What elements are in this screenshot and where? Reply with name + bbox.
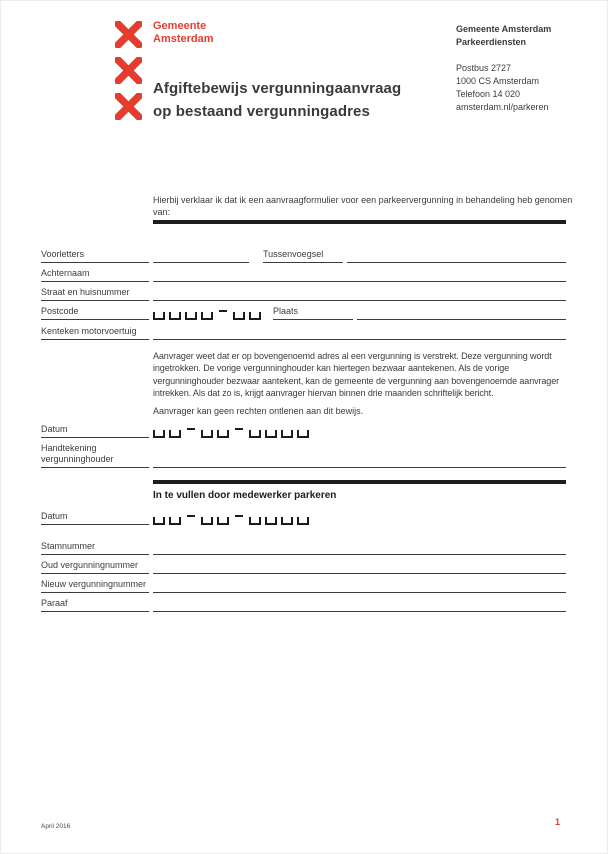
sender-website: amsterdam.nl/parkeren [456, 102, 549, 112]
voorletters-label: Voorletters [41, 249, 149, 263]
handtekening-row [41, 442, 566, 468]
write-box [169, 312, 181, 320]
footer-date: April 2016 [41, 823, 71, 830]
plaats-input-line[interactable] [357, 318, 566, 320]
intro-text: Hierbij verklaar ik dat ik een aanvraagformulier voor een parkeervergunning in behandeling heb genomen van: [153, 195, 573, 217]
paraaf-label: Paraaf [41, 598, 149, 612]
andreas-cross-icon [115, 21, 142, 48]
sender-org-line1: Gemeente Amsterdam [456, 24, 552, 34]
andreas-cross-icon [115, 93, 142, 120]
separator-dash [235, 515, 243, 517]
nieuw-vergunningnummer-input-line[interactable] [153, 591, 566, 593]
oud-vergunningnummer-input-line[interactable] [153, 572, 566, 574]
document-title [153, 77, 401, 123]
separator-dash [187, 428, 195, 430]
postcode-row [41, 304, 566, 320]
write-box [201, 430, 213, 438]
stamnummer-label: Stamnummer [41, 541, 149, 555]
logo-wordmark-line1: Gemeente [153, 20, 207, 32]
separator-dash [235, 428, 243, 430]
sender-postbus: Postbus 2727 [456, 63, 512, 73]
write-box [153, 430, 165, 438]
staff-section-bar [153, 480, 566, 484]
straat-en-huisnummer-input-line[interactable] [153, 299, 566, 301]
paraaf-input-line[interactable] [153, 610, 566, 612]
paraaf-row [41, 596, 566, 612]
achternaam-label: Achternaam [41, 268, 149, 282]
voorletters-input-line[interactable] [153, 261, 249, 263]
plaats-label: Plaats [273, 306, 353, 320]
oud-vergunningnummer-label: Oud vergunningnummer [41, 560, 149, 574]
voorletters-row [41, 247, 566, 263]
separator-dash [219, 310, 227, 312]
straat-row [41, 285, 566, 301]
document-title-line1: Afgiftebewijs vergunningaanvraag [153, 80, 402, 97]
write-box [281, 430, 293, 438]
write-box [249, 312, 261, 320]
write-box [153, 517, 165, 525]
straat-en-huisnummer-label: Straat en huisnummer [41, 287, 149, 301]
stamnummer-row [41, 539, 566, 555]
sender-city: 1000 CS Amsterdam [456, 76, 540, 86]
write-box [265, 430, 277, 438]
andreas-cross-icon [115, 57, 142, 84]
write-box [201, 312, 213, 320]
staff-datum-write-boxes[interactable] [153, 515, 313, 525]
notice-paragraph: Aanvrager weet dat er op bovengenoemd adres al een vergunning is verstrekt. Deze vergunning wordt ingetrokken. De vorige vergunninghouder kan hiertegen bezwaar aantekenen. Als de vorige vergunninghouder bezwaar aantekent, kan de gemeente de vergunning aan bovengenoemde aanvrager intrekken. Als dat zo is, krijgt aanvrager hiervan binnen drie maanden schriftelijk bericht. [153, 351, 560, 399]
write-box [217, 517, 229, 525]
achternaam-input-line[interactable] [153, 280, 566, 282]
datum-label: Datum [41, 424, 149, 438]
datum-row [41, 422, 566, 438]
document-title-line2: op bestaand vergunningadres [153, 103, 370, 120]
nieuw-vergunningnummer-label: Nieuw vergunningnummer [41, 579, 149, 593]
achternaam-row [41, 266, 566, 282]
stamnummer-input-line[interactable] [153, 553, 566, 555]
handtekening-label-line1: Handtekening [41, 443, 97, 453]
kenteken-input-line[interactable] [153, 338, 566, 340]
amsterdam-logo [115, 21, 142, 120]
oud-vergunningnummer-row [41, 558, 566, 574]
handtekening-label-line2: vergunninghouder [41, 454, 114, 464]
separator-dash [187, 515, 195, 517]
write-box [249, 430, 261, 438]
datum-write-boxes[interactable] [153, 428, 313, 438]
write-box [217, 430, 229, 438]
sender-phone: Telefoon 14 020 [456, 89, 521, 99]
disclaimer-text: Aanvrager kan geen rechten ontlenen aan dit bewijs. [153, 406, 364, 416]
write-box [281, 517, 293, 525]
staff-section-heading: In te vullen door medewerker parkeren [153, 490, 337, 501]
kenteken-label: Kenteken motorvoertuig [41, 326, 149, 340]
write-box [153, 312, 165, 320]
tussenvoegsel-label: Tussenvoegsel [263, 249, 343, 263]
write-box [169, 517, 181, 525]
kenteken-row [41, 324, 566, 340]
section-divider-bar [153, 220, 566, 224]
write-box [185, 312, 197, 320]
postcode-write-boxes[interactable] [153, 310, 265, 320]
write-box [201, 517, 213, 525]
logo-wordmark-line2: Amsterdam [153, 33, 214, 45]
handtekening-label [41, 443, 149, 468]
tussenvoegsel-input-line[interactable] [347, 261, 566, 263]
write-box [297, 517, 309, 525]
write-box [233, 312, 245, 320]
write-box [249, 517, 261, 525]
nieuw-vergunningnummer-row [41, 577, 566, 593]
staff-datum-label: Datum [41, 511, 149, 525]
write-box [265, 517, 277, 525]
write-box [169, 430, 181, 438]
handtekening-signature-line[interactable] [153, 466, 566, 468]
spacer [456, 49, 551, 62]
sender-org-line2: Parkeerdiensten [456, 37, 527, 47]
write-box [297, 430, 309, 438]
logo-wordmark [153, 20, 214, 46]
staff-datum-row [41, 509, 566, 525]
sender-address-block [456, 23, 551, 114]
postcode-label: Postcode [41, 306, 149, 320]
page-number: 1 [555, 817, 561, 827]
